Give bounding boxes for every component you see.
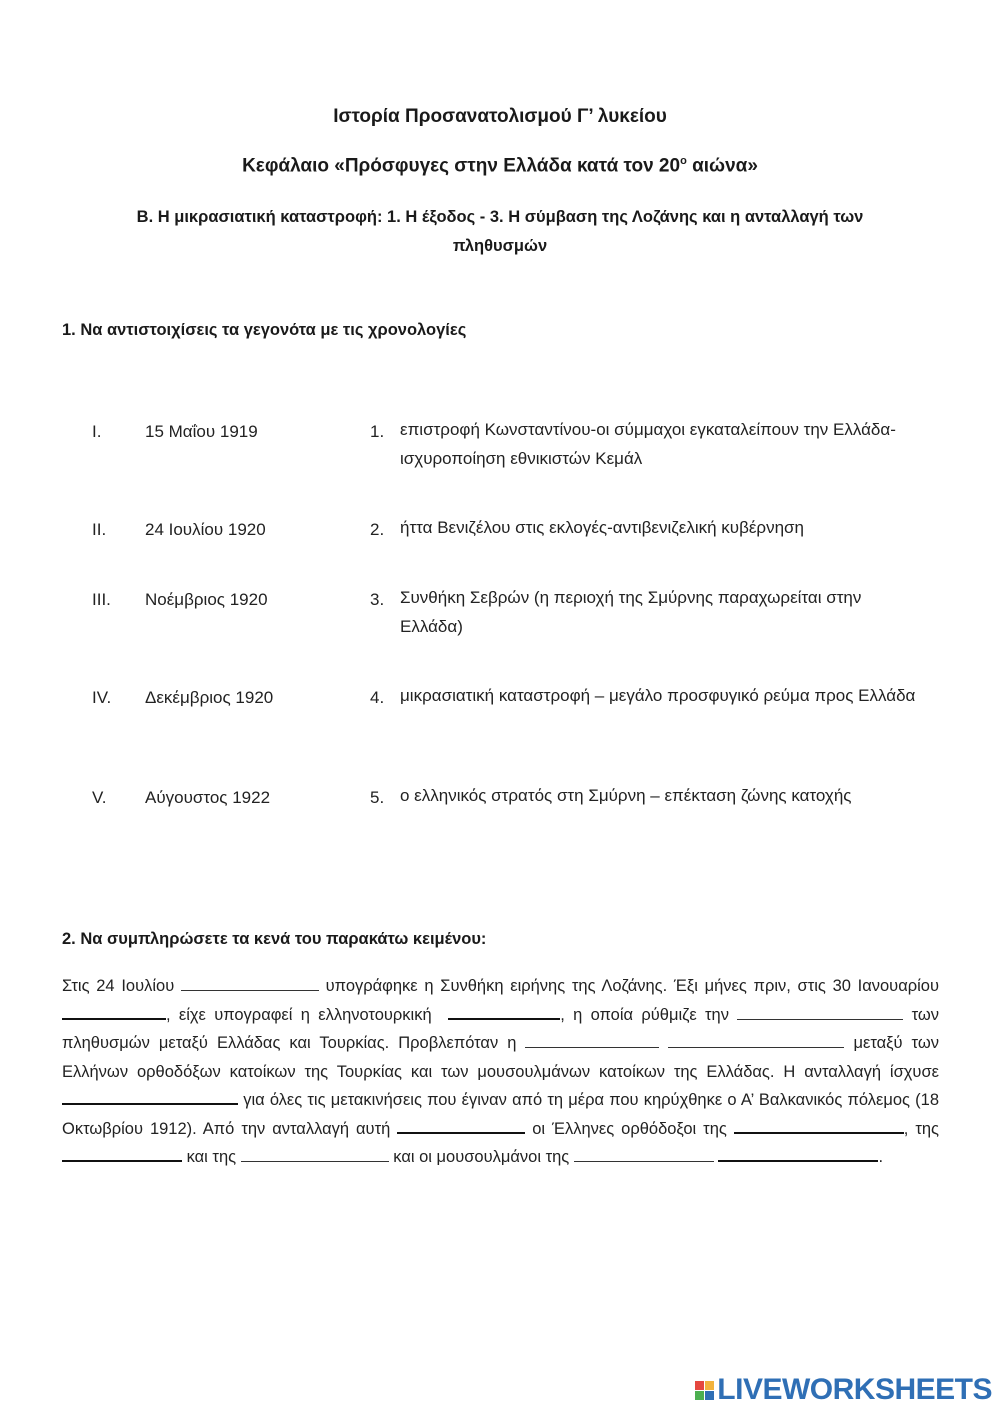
section-title: Β. Η μικρασιατική καταστροφή: 1. Η έξοδος - 3. Η σύμβαση της Λοζάνης και η ανταλλαγή των πληθυσμών	[136, 208, 864, 255]
match-date[interactable]: Αύγουστος 1922	[145, 788, 271, 807]
fill-in-paragraph: Στις 24 Ιουλίου υπογράφηκε η Συνθήκη ειρήνης της Λοζάνης. Έξι μήνες πριν, στις 30 Ιανουαρίου , είχε υπογραφεί η ελληνοτουρκική , η οποία ρύθμιζε την των πληθυσμών μεταξύ Ελλάδας και Τουρκίας. Προβλεπόταν η μεταξύ των Ελλήνων ορθοδόξων κατοίκων της Τουρκίας και των μουσουλμάνων κατοίκων της Ελλάδας. Η ανταλλαγή ίσχυσε για όλες τις μετακινήσεις που έγιναν από τη μέρα που κηρύχθηκε ο Α’ Βαλκανικός πόλεμος (18 Οκτωβρίου 1912). Από την ανταλλαγή αυτή οι Έλληνες ορθόδοξοι της , της και της και οι μουσουλμάνοι της .	[62, 977, 939, 1166]
fill-blank[interactable]	[525, 1046, 659, 1048]
fill-blank[interactable]	[62, 1159, 182, 1162]
logo-text: LIVEWORKSHEETS	[717, 1373, 992, 1406]
document-title: Ιστορία Προσανατολισμού Γ’ λυκείου	[333, 106, 667, 127]
match-date[interactable]: Νοέμβριος 1920	[145, 590, 268, 609]
logo-square	[695, 1391, 704, 1400]
liveworksheets-logo	[695, 1373, 992, 1407]
question-2-heading: 2. Να συμπληρώσετε τα κενά του παρακάτω κειμένου:	[62, 930, 487, 948]
fill-blank[interactable]	[737, 1018, 903, 1020]
fill-blank[interactable]	[668, 1046, 844, 1048]
match-event[interactable]: Συνθήκη Σεβρών (η περιοχή της Σμύρνης παραχωρείται στην Ελλάδα)	[400, 588, 862, 636]
fill-blank[interactable]	[241, 1160, 389, 1162]
fill-blank[interactable]	[62, 1017, 166, 1020]
fill-blank[interactable]	[574, 1160, 714, 1162]
match-date[interactable]: Δεκέμβριος 1920	[145, 688, 274, 707]
match-event[interactable]: ο ελληνικός στρατός στη Σμύρνη – επέκταση ζώνης κατοχής	[400, 786, 852, 805]
match-event[interactable]: μικρασιατική καταστροφή – μεγάλο προσφυγικό ρεύμα προς Ελλάδα	[400, 686, 916, 705]
question-1-heading: 1. Να αντιστοιχίσεις τα γεγονότα με τις χρονολογίες	[62, 321, 467, 339]
fill-blank[interactable]	[718, 1159, 878, 1162]
match-date[interactable]: 15 Μαΐου 1919	[145, 422, 258, 441]
logo-square	[705, 1391, 714, 1400]
fill-blank[interactable]	[397, 1131, 525, 1134]
match-event[interactable]: ήττα Βενιζέλου στις εκλογές-αντιβενιζελική κυβέρνηση	[400, 518, 804, 537]
chapter-title: Κεφάλαιο «Πρόσφυγες στην Ελλάδα κατά τον $20^o$ αιώνα»	[242, 155, 758, 177]
logo-square	[695, 1381, 704, 1390]
logo-mark-icon	[695, 1381, 714, 1400]
fill-blank[interactable]	[62, 1102, 238, 1105]
match-date[interactable]: 24 Ιουλίου 1920	[145, 520, 266, 539]
match-event[interactable]: επιστροφή Κωνσταντίνου-οι σύμμαχοι εγκαταλείπουν την Ελλάδα-ισχυροποίηση εθνικιστών Κεμάλ	[400, 420, 896, 468]
logo-square	[705, 1381, 714, 1390]
fill-blank[interactable]	[448, 1017, 560, 1020]
fill-blank[interactable]	[181, 989, 319, 991]
fill-blank[interactable]	[734, 1131, 904, 1134]
